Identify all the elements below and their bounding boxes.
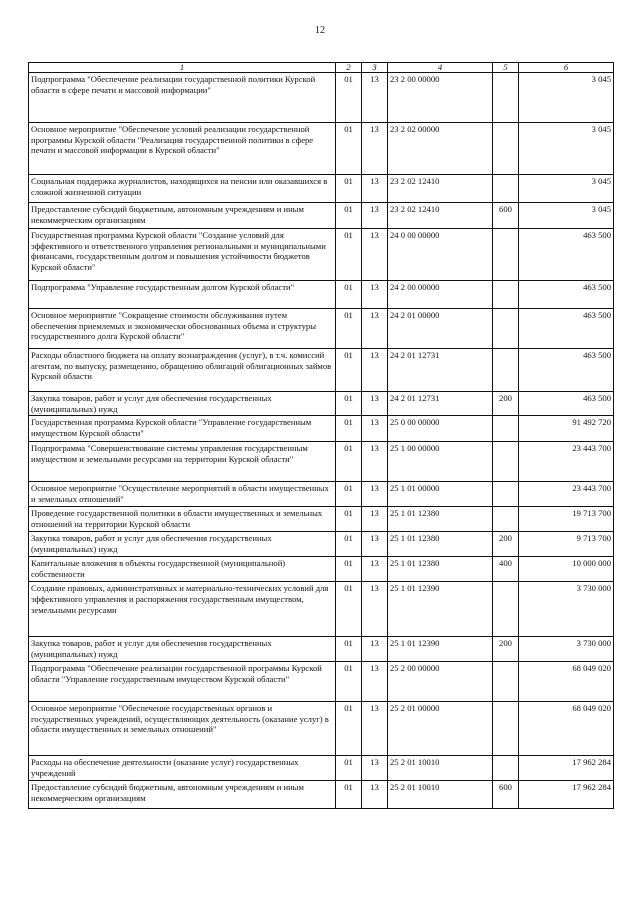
row-expense-type: 200 (493, 392, 519, 416)
row-subsection: 13 (362, 309, 388, 349)
header-row (29, 63, 614, 73)
row-subsection: 13 (362, 442, 388, 482)
row-amount: 23 443 700 (519, 482, 614, 507)
row-expense-type: 600 (493, 203, 519, 229)
row-expense-type (493, 175, 519, 203)
row-target-code: 24 2 00 00000 (388, 281, 493, 309)
table-row (29, 507, 614, 532)
table-row (29, 582, 614, 637)
row-amount: 9 713 700 (519, 532, 614, 557)
row-expense-type (493, 482, 519, 507)
row-target-code: 25 2 01 10010 (388, 755, 493, 780)
row-expense-type: 400 (493, 557, 519, 582)
row-subsection: 13 (362, 392, 388, 416)
row-section: 01 (336, 281, 362, 309)
row-amount: 19 713 700 (519, 507, 614, 532)
row-name: Создание правовых, административных и материально-технических условий для эффективного управления и распоряжения государственным имуществом, земельными ресурсами (29, 582, 336, 637)
row-target-code: 25 1 00 00000 (388, 442, 493, 482)
row-section: 01 (336, 532, 362, 557)
row-section: 01 (336, 175, 362, 203)
row-name: Основное мероприятие "Сокращение стоимости обслуживания путем обеспечения приемлемых и экономически обоснованных объема и структуры государственного долга Курской области" (29, 309, 336, 349)
row-name: Проведение государственной политики в области имущественных и земельных отношений на территории Курской области (29, 507, 336, 532)
row-section: 01 (336, 780, 362, 808)
row-section: 01 (336, 73, 362, 123)
row-section: 01 (336, 203, 362, 229)
row-subsection: 13 (362, 73, 388, 123)
row-expense-type (493, 73, 519, 123)
row-expense-type: 200 (493, 637, 519, 661)
row-target-code: 24 2 01 12731 (388, 392, 493, 416)
row-expense-type (493, 661, 519, 701)
row-amount: 17 962 284 (519, 755, 614, 780)
row-target-code: 23 2 02 00000 (388, 123, 493, 175)
row-amount: 463 500 (519, 349, 614, 392)
row-section: 01 (336, 229, 362, 281)
table-row (29, 532, 614, 557)
row-subsection: 13 (362, 557, 388, 582)
row-name: Основное мероприятие "Обеспечение условий реализации государственной программы Курской области "Реализация государственной политики в сфере печати и массовой информации в Курской области" (29, 123, 336, 175)
row-expense-type (493, 416, 519, 442)
header-col-5: 5 (493, 63, 519, 73)
row-subsection: 13 (362, 582, 388, 637)
row-section: 01 (336, 123, 362, 175)
row-subsection: 13 (362, 349, 388, 392)
row-subsection: 13 (362, 637, 388, 661)
page-number: 12 (315, 25, 325, 36)
row-expense-type (493, 309, 519, 349)
row-section: 01 (336, 637, 362, 661)
row-subsection: 13 (362, 229, 388, 281)
row-target-code: 23 2 02 12410 (388, 175, 493, 203)
row-target-code: 25 1 01 12390 (388, 637, 493, 661)
row-section: 01 (336, 701, 362, 755)
header-col-6: 6 (519, 63, 614, 73)
row-section: 01 (336, 661, 362, 701)
row-name: Подпрограмма "Обеспечение реализации государственной политики Курской области в сфере печати и массовой информации" (29, 73, 336, 123)
table-row (29, 701, 614, 755)
header-col-1: 1 (29, 63, 336, 73)
table-row (29, 349, 614, 392)
row-name: Основное мероприятие "Обеспечение государственных органов и государственных учреждений, осуществляющих деятельность (оказание услуг) в области имущественных и земельных отношений" (29, 701, 336, 755)
row-amount: 463 500 (519, 281, 614, 309)
row-target-code: 24 2 01 12731 (388, 349, 493, 392)
row-subsection: 13 (362, 281, 388, 309)
row-name: Расходы на обеспечение деятельности (оказание услуг) государственных учреждений (29, 755, 336, 780)
row-target-code: 25 0 00 00000 (388, 416, 493, 442)
row-target-code: 24 0 00 00000 (388, 229, 493, 281)
row-amount: 3 045 (519, 73, 614, 123)
table-row (29, 557, 614, 582)
row-subsection: 13 (362, 203, 388, 229)
row-expense-type (493, 582, 519, 637)
table-row (29, 482, 614, 507)
row-section: 01 (336, 507, 362, 532)
row-amount: 3 730 000 (519, 637, 614, 661)
row-name: Закупка товаров, работ и услуг для обеспечения государственных (муниципальных) нужд (29, 532, 336, 557)
row-target-code: 24 2 01 00000 (388, 309, 493, 349)
table-row (29, 442, 614, 482)
table-row (29, 229, 614, 281)
row-amount: 91 492 720 (519, 416, 614, 442)
table-row (29, 416, 614, 442)
row-target-code: 25 2 01 10010 (388, 780, 493, 808)
table-row (29, 780, 614, 808)
row-target-code: 23 2 02 12410 (388, 203, 493, 229)
row-target-code: 25 2 00 00000 (388, 661, 493, 701)
row-name: Основное мероприятие "Осуществление мероприятий в области имущественных и земельных отношений" (29, 482, 336, 507)
row-amount: 3 045 (519, 203, 614, 229)
row-target-code: 25 1 01 12380 (388, 507, 493, 532)
row-expense-type: 200 (493, 532, 519, 557)
row-name: Капитальные вложения в объекты государственной (муниципальной) собственности (29, 557, 336, 582)
table-row (29, 203, 614, 229)
row-section: 01 (336, 309, 362, 349)
row-name: Предоставление субсидий бюджетным, автономным учреждениям и иным некоммерческим организациям (29, 203, 336, 229)
table-body (29, 73, 614, 809)
row-target-code: 25 1 01 00000 (388, 482, 493, 507)
row-expense-type (493, 442, 519, 482)
row-section: 01 (336, 482, 362, 507)
row-expense-type: 600 (493, 780, 519, 808)
row-target-code: 25 1 01 12390 (388, 582, 493, 637)
row-name: Подпрограмма "Обеспечение реализации государственной программы Курской области "Управление государственным имуществом Курской области" (29, 661, 336, 701)
row-subsection: 13 (362, 701, 388, 755)
row-amount: 3 730 000 (519, 582, 614, 637)
row-name: Предоставление субсидий бюджетным, автономным учреждениям и иным некоммерческим организациям (29, 780, 336, 808)
table-row (29, 309, 614, 349)
row-amount: 68 049 020 (519, 701, 614, 755)
row-section: 01 (336, 416, 362, 442)
row-target-code: 25 1 01 12380 (388, 532, 493, 557)
row-amount: 463 500 (519, 229, 614, 281)
table-row (29, 392, 614, 416)
row-target-code: 25 2 01 00000 (388, 701, 493, 755)
row-subsection: 13 (362, 755, 388, 780)
table-row (29, 661, 614, 701)
row-expense-type (493, 701, 519, 755)
row-name: Расходы областного бюджета на оплату вознаграждения (услуг), в т.ч. комиссий агентам, по выпуску, размещению, обращению облигаций облигационных займов Курской области (29, 349, 336, 392)
row-section: 01 (336, 557, 362, 582)
row-subsection: 13 (362, 175, 388, 203)
row-expense-type (493, 507, 519, 532)
row-target-code: 25 1 01 12380 (388, 557, 493, 582)
row-name: Государственная программа Курской области "Управление государственным имуществом Курской области" (29, 416, 336, 442)
row-name: Закупка товаров, работ и услуг для обеспечения государственных (муниципальных) нужд (29, 392, 336, 416)
row-name: Социальная поддержка журналистов, находящихся на пенсии или оказавшихся в сложной жизненной ситуации (29, 175, 336, 203)
row-section: 01 (336, 349, 362, 392)
row-subsection: 13 (362, 780, 388, 808)
row-expense-type (493, 755, 519, 780)
row-section: 01 (336, 582, 362, 637)
row-amount: 463 500 (519, 392, 614, 416)
table-row (29, 73, 614, 123)
header-col-3: 3 (362, 63, 388, 73)
row-section: 01 (336, 392, 362, 416)
header-col-2: 2 (336, 63, 362, 73)
table-row (29, 755, 614, 780)
row-section: 01 (336, 755, 362, 780)
row-section: 01 (336, 442, 362, 482)
table-header (29, 63, 614, 73)
table-row (29, 175, 614, 203)
row-amount: 17 962 284 (519, 780, 614, 808)
row-name: Государственная программа Курской области "Создание условий для эффективного и ответственного управления региональными и муниципальными финансами, государственным долгом и повышения устойчивости бюджетов Курской области" (29, 229, 336, 281)
table-row (29, 637, 614, 661)
row-expense-type (493, 349, 519, 392)
row-expense-type (493, 281, 519, 309)
row-subsection: 13 (362, 532, 388, 557)
row-subsection: 13 (362, 123, 388, 175)
table-row (29, 123, 614, 175)
row-name: Подпрограмма "Управление государственным долгом Курской области" (29, 281, 336, 309)
row-amount: 68 049 020 (519, 661, 614, 701)
row-expense-type (493, 123, 519, 175)
row-subsection: 13 (362, 507, 388, 532)
budget-table (28, 62, 614, 809)
row-amount: 3 045 (519, 123, 614, 175)
row-amount: 3 045 (519, 175, 614, 203)
row-subsection: 13 (362, 482, 388, 507)
row-amount: 23 443 700 (519, 442, 614, 482)
row-name: Подпрограмма "Совершенствование системы управления государственным имуществом и земельными ресурсами на территории Курской области" (29, 442, 336, 482)
row-target-code: 23 2 00 00000 (388, 73, 493, 123)
table-row (29, 281, 614, 309)
row-amount: 463 500 (519, 309, 614, 349)
row-amount: 10 000 000 (519, 557, 614, 582)
header-col-4: 4 (388, 63, 493, 73)
row-expense-type (493, 229, 519, 281)
row-subsection: 13 (362, 416, 388, 442)
row-subsection: 13 (362, 661, 388, 701)
row-name: Закупка товаров, работ и услуг для обеспечения государственных (муниципальных) нужд (29, 637, 336, 661)
